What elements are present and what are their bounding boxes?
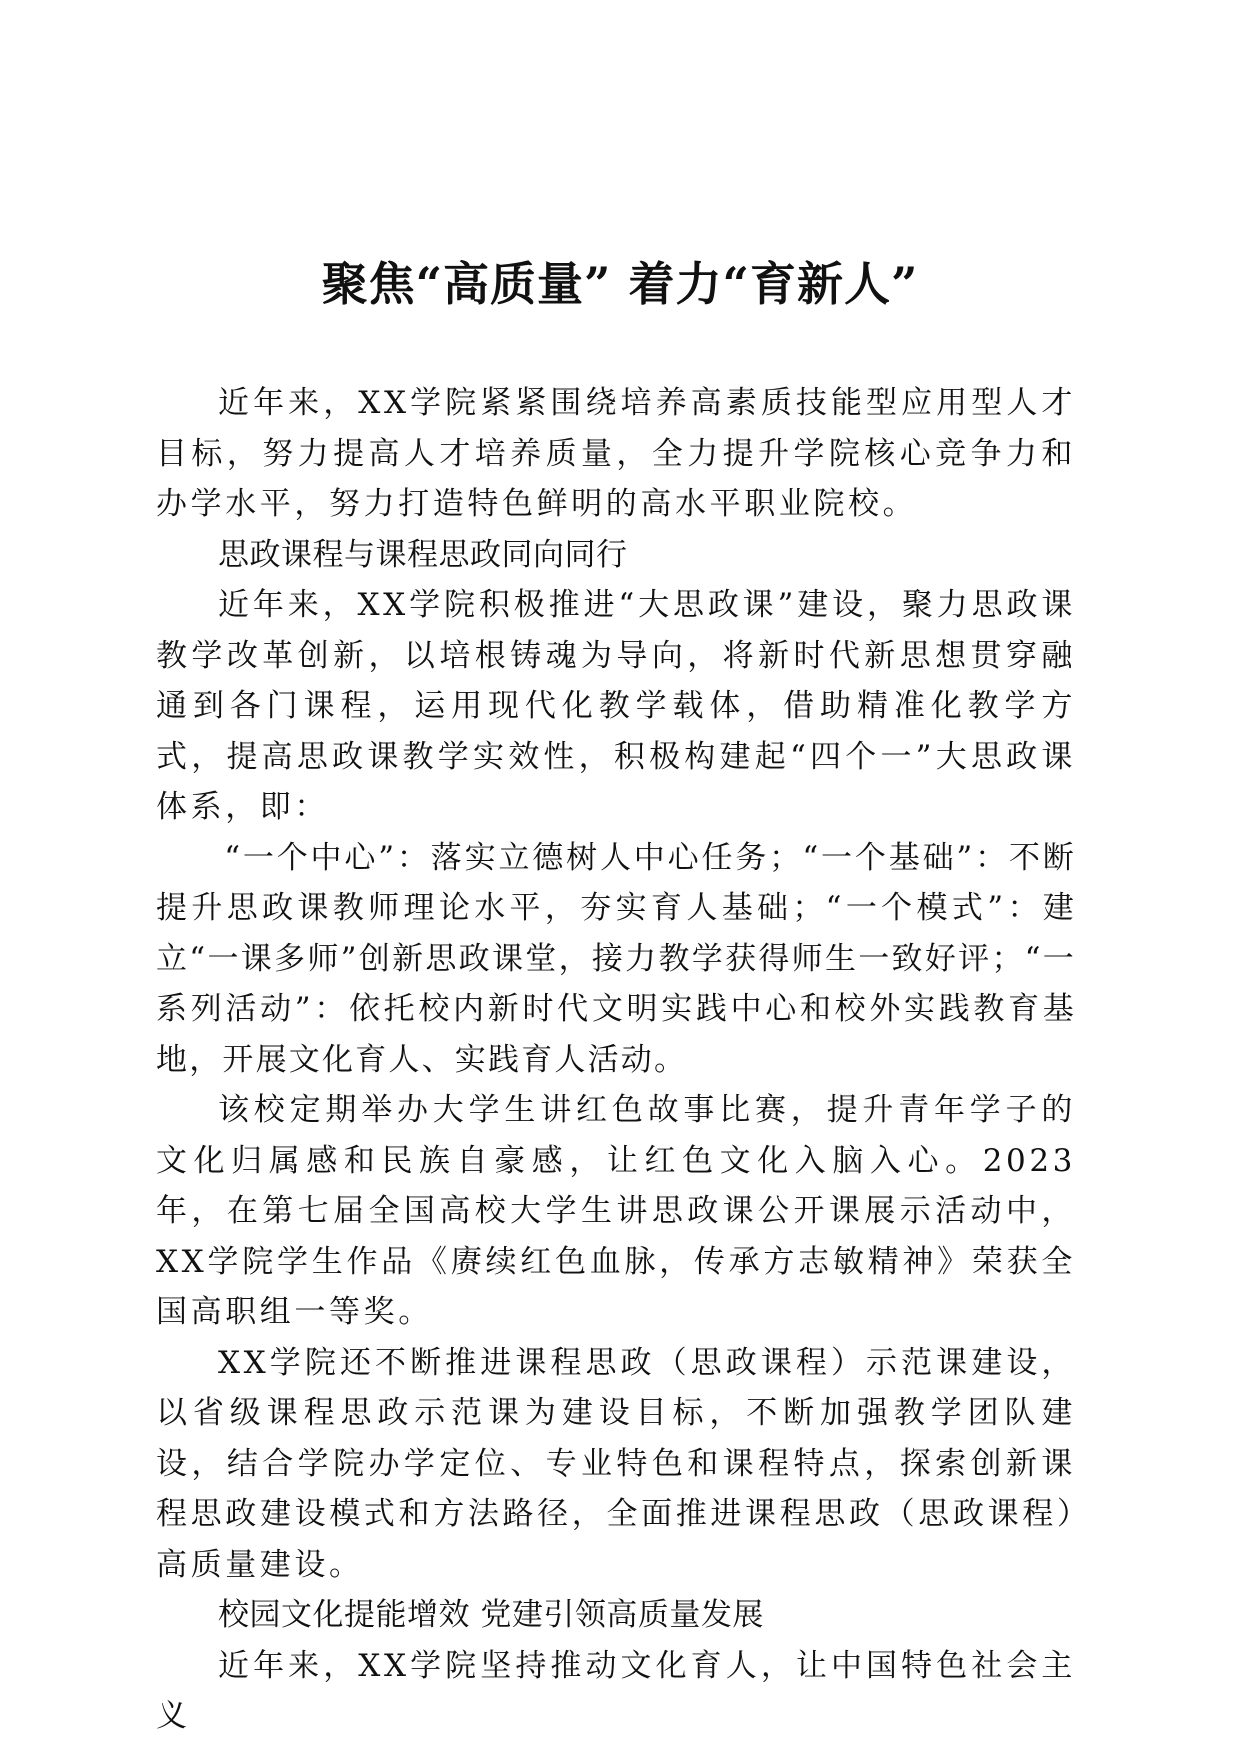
intro-paragraph: 近年来，XX学院紧紧围绕培养高素质技能型应用型人才目标，努力提高人才培养质量，全力提升学院核心竞争力和办学水平，努力打造特色鲜明的高水平职业院校。	[156, 385, 1076, 522]
body-paragraph: “一个中心”：落实立德树人中心任务；“一个基础”：不断提升思政课教师理论水平，夯实育人基础；“一个模式”：建立“一课多师”创新思政课堂，接力教学获得师生一致好评；“一系列活动”：依托校内新时代文明实践中心和校外实践教育基地，开展文化育人、实践育人活动。	[156, 839, 1076, 1078]
body-paragraph: XX学院还不断推进课程思政（思政课程）示范课建设，以省级课程思政示范课为建设目标，不断加强教学团队建设，结合学院办学定位、专业特色和课程特点，探索创新课程思政建设模式和方法路径，全面推进课程思政（思政课程）高质量建设。	[156, 1344, 1076, 1583]
body-paragraph: 该校定期举办大学生讲红色故事比赛，提升青年学子的文化归属感和民族自豪感，让红色文化入脑入心。2023年，在第七届全国高校大学生讲思政课公开课展示活动中，XX学院学生作品《赓续红色血脉，传承方志敏精神》荣获全国高职组一等奖。	[156, 1092, 1076, 1330]
section-heading-campus-culture: 校园文化提能增效 党建引领高质量发展	[218, 1597, 764, 1633]
document-title: 聚焦“高质量” 着力“育新人”	[321, 257, 919, 311]
body-paragraph: 近年来，XX学院积极推进“大思政课”建设，聚力思政课教学改革创新，以培根铸魂为导向，将新时代新思想贯穿融通到各门课程，运用现代化教学载体，借助精准化教学方式，提高思政课教学实效性，积极构建起“四个一”大思政课体系，即：	[156, 587, 1076, 825]
section-heading-ideology-courses: 思政课程与课程思政同向同行	[218, 536, 628, 573]
document-body	[156, 378, 1076, 1742]
body-paragraph: 近年来，XX学院坚持推动文化育人，让中国特色社会主义	[156, 1647, 1076, 1734]
